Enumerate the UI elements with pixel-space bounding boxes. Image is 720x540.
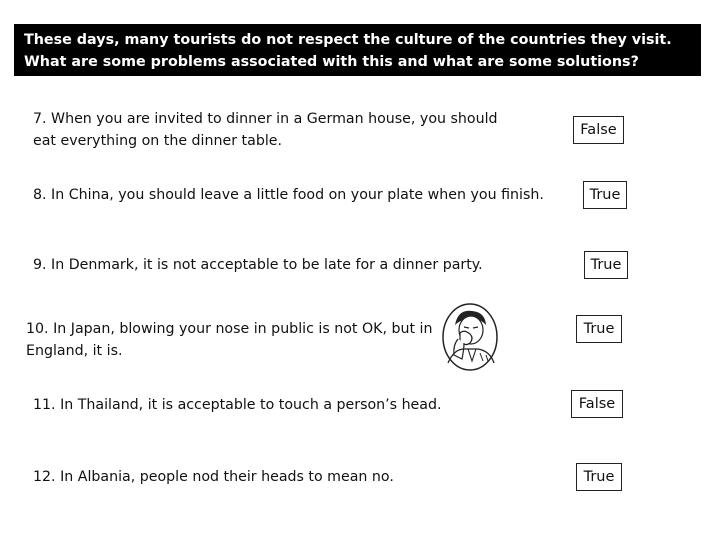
question-10-text: 10. In Japan, blowing your nose in public is not OK, but in England, it is.	[26, 321, 433, 359]
question-10	[26, 318, 436, 362]
answer-9-box	[584, 251, 628, 279]
answer-8-box	[583, 181, 627, 209]
answer-12-text: True	[583, 469, 615, 485]
answer-10-text: True	[583, 321, 615, 337]
answer-11-box	[571, 390, 623, 418]
answer-7-text: False	[580, 122, 617, 138]
answer-7-box	[573, 116, 624, 144]
answer-9-text: True	[590, 257, 622, 273]
answer-8-text: True	[589, 187, 621, 203]
question-7	[33, 108, 523, 152]
question-11-text: 11. In Thailand, it is acceptable to touch a person’s head.	[33, 397, 442, 413]
question-9	[33, 254, 573, 276]
man-blowing-nose-icon	[440, 303, 500, 375]
question-8-text: 8. In China, you should leave a little food on your plate when you finish.	[33, 187, 544, 203]
question-11	[33, 394, 553, 416]
question-7-text: 7. When you are invited to dinner in a German house, you should eat everything on the dinner table.	[33, 111, 498, 149]
question-12-text: 12. In Albania, people nod their heads to mean no.	[33, 469, 394, 485]
answer-11-text: False	[578, 396, 616, 412]
question-12	[33, 466, 553, 488]
question-8	[33, 184, 573, 206]
answer-12-box	[576, 463, 622, 491]
answer-10-box	[576, 315, 622, 343]
discussion-prompt-banner	[14, 24, 701, 76]
question-9-text: 9. In Denmark, it is not acceptable to be late for a dinner party.	[33, 257, 483, 273]
discussion-prompt-text: These days, many tourists do not respect the culture of the countries they visit. What are some problems associated with this and what are some solutions?	[24, 32, 672, 70]
